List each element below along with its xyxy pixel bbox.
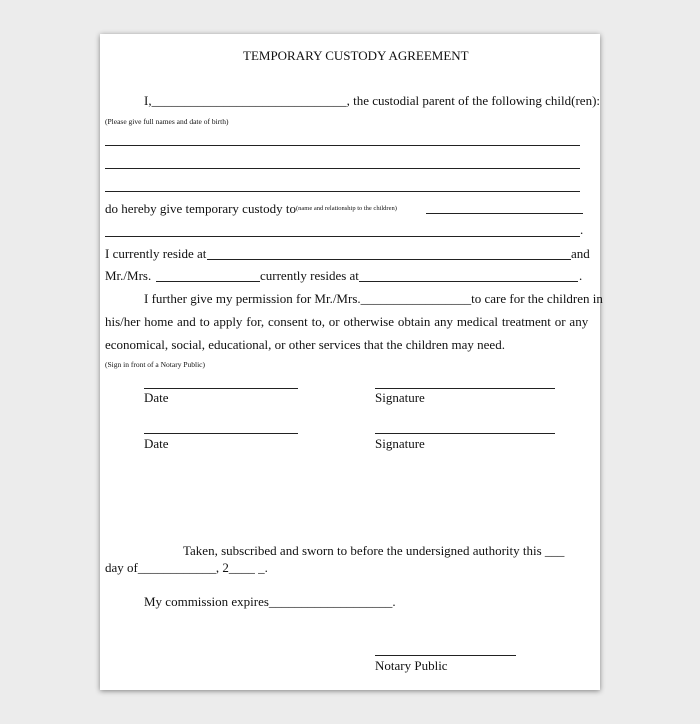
parent-suffix: , the custodial parent of the following child(ren): [346,93,601,108]
parent-prefix: I, [144,93,152,108]
permission-prefix: I further give my permission for Mr./Mrs. [144,291,361,306]
sworn-text: Taken, subscribed and sworn to before the undersigned authority this ___ [183,543,565,558]
commission-text: My commission expires___________________. [144,594,396,609]
signature-line-2 [375,433,555,434]
signature-label-2: Signature [375,436,425,451]
child-line-3 [105,191,580,192]
names-note: (Please give full names and date of birth) [105,117,229,126]
resides-at-line [359,281,578,282]
parent-name-blank: ______________________________ [151,93,347,108]
document-title: TEMPORARY CUSTODY AGREEMENT [243,48,469,63]
date-line-2 [144,433,298,434]
notary-label: Notary Public [375,658,448,673]
permission-suffix: to care for the children in [471,291,603,306]
child-line-1 [105,145,580,146]
reside-line [207,259,571,260]
custody-line-a [426,213,583,214]
custody-line-b [105,236,580,237]
date-label-2: Date [144,436,169,451]
mrmrs-line [156,281,260,282]
mrmrs-text: Mr./Mrs. [105,268,152,283]
reside-end: and [571,246,590,261]
custody-text: do hereby give temporary custody to [105,201,296,216]
document-page [100,34,603,690]
notary-note: (Sign in front of a Notary Public) [105,360,205,369]
custody-note: (name and relationship to the children) [296,205,397,212]
permission-line-3: economical, social, educational, or other services that the children may need. [105,337,505,352]
child-line-2 [105,168,580,169]
reside-text: I currently reside at [105,246,207,261]
custody-end: . [580,222,584,237]
date-line-1 [144,388,298,389]
signature-line-1 [375,388,555,389]
notary-line [375,655,516,656]
resides-end: . [579,268,583,283]
date-label-1: Date [144,390,169,405]
resides-at-text: currently resides at [260,268,359,283]
permission-blank: _________________ [360,291,472,306]
day-of-text: day of____________, 2____ _. [105,560,268,575]
permission-line-2: his/her home and to apply for, consent to, or otherwise obtain any medical treatment or any [105,314,589,329]
signature-label-1: Signature [375,390,425,405]
permission-line-1 [144,291,603,307]
parent-line [144,93,600,109]
